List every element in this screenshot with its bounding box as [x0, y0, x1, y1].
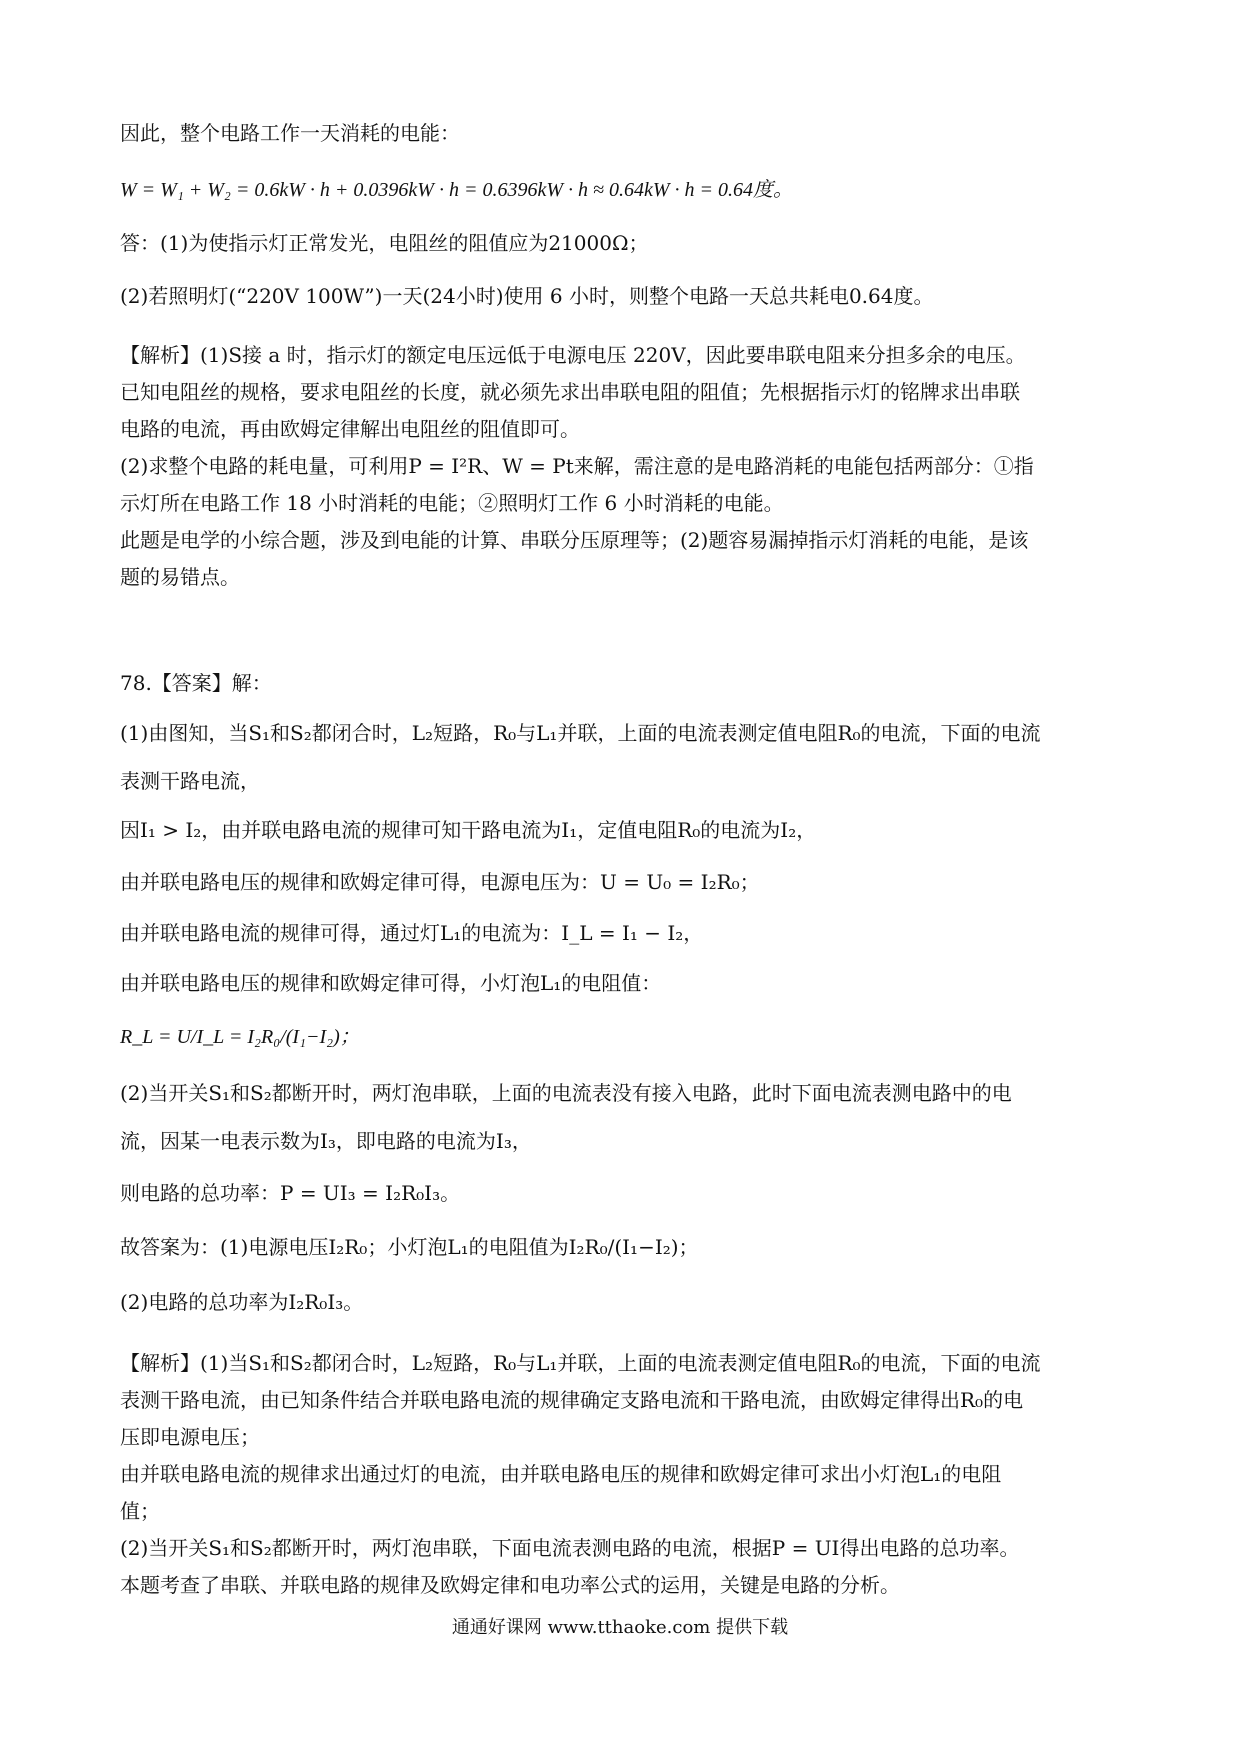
- formula-line: R_L = U/I_L = I₂R₀/(I₁−I₂)；: [120, 1026, 360, 1048]
- analysis-line: (2)求整个电路的耗电量，可利用P = I²R、W = Pt来解，需注意的是电路消耗的电能包括两部分：①指: [120, 454, 1034, 478]
- text-line: 则电路的总功率：P = UI₃ = I₂R₀I₃。: [120, 1181, 461, 1205]
- text-line: (1)由图知，当S₁和S₂都闭合时，L₂短路，R₀与L₁并联，上面的电流表测定值电阻R₀的电流，下面的电流: [120, 721, 1041, 745]
- analysis-line: 本题考查了串联、并联电路的规律及欧姆定律和电功率公式的运用，关键是电路的分析。: [120, 1573, 900, 1597]
- text-line: 因I₁ > I₂，由并联电路电流的规律可知干路电流为I₁，定值电阻R₀的电流为I₂，: [120, 818, 817, 842]
- analysis-line: 此题是电学的小综合题，涉及到电能的计算、串联分压原理等；(2)题容易漏掉指示灯消耗的电能，是该: [120, 528, 1029, 552]
- text-line: 因此，整个电路工作一天消耗的电能：: [120, 121, 460, 145]
- question-heading: 78.【答案】解：: [120, 671, 272, 695]
- text-line: 故答案为：(1)电源电压I₂R₀；小灯泡L₁的电阻值为I₂R₀/(I₁−I₂)；: [120, 1235, 699, 1259]
- text-line: (2)当开关S₁和S₂都断开时，两灯泡串联，上面的电流表没有接入电路，此时下面电流表测电路中的电: [120, 1081, 1012, 1105]
- text-line: 表测干路电流，: [120, 769, 260, 793]
- text-line: 由并联电路电压的规律和欧姆定律可得，小灯泡L₁的电阻值：: [120, 971, 662, 995]
- text-line: 由并联电路电压的规律和欧姆定律可得，电源电压为：U = U₀ = I₂R₀；: [120, 870, 760, 894]
- analysis-line: 题的易错点。: [120, 565, 240, 589]
- answer-line: (2)若照明灯(“220V 100W”)一天(24小时)使用 6 小时，则整个电路一天总共耗电0.64度。: [120, 284, 934, 308]
- analysis-line: (2)当开关S₁和S₂都断开时，两灯泡串联，下面电流表测电路的电流，根据P = UI得出电路的总功率。: [120, 1536, 1020, 1560]
- analysis-line: 压即电源电压；: [120, 1425, 260, 1449]
- analysis-line: 已知电阻丝的规格，要求电阻丝的长度，就必须先求出串联电阻的阻值；先根据指示灯的铭牌求出串联: [120, 380, 1020, 404]
- page-footer: 通通好课网 www.tthaoke.com 提供下载: [451, 1617, 789, 1638]
- analysis-line: 值；: [120, 1499, 160, 1523]
- analysis-line: 由并联电路电流的规律求出通过灯的电流，由并联电路电压的规律和欧姆定律可求出小灯泡L₁的电阻: [120, 1462, 1002, 1486]
- analysis-line: 表测干路电流，由已知条件结合并联电路电流的规律确定支路电流和干路电流，由欧姆定律得出R₀的电: [120, 1388, 1024, 1412]
- equation-line: W = W₁ + W₂ = 0.6kW · h + 0.0396kW · h = 0.6396kW · h ≈ 0.64kW · h = 0.64度。: [120, 179, 793, 201]
- text-line: 流，因某一电表示数为I₃，即电路的电流为I₃，: [120, 1129, 532, 1153]
- text-line: (2)电路的总功率为I₂R₀I₃。: [120, 1290, 364, 1314]
- analysis-line: 【解析】(1)当S₁和S₂都闭合时，L₂短路，R₀与L₁并联，上面的电流表测定值电阻R₀的电流，下面的电流: [120, 1351, 1041, 1375]
- analysis-line: 电路的电流，再由欧姆定律解出电阻丝的阻值即可。: [120, 417, 580, 441]
- analysis-line: 【解析】(1)S接 a 时，指示灯的额定电压远低于电源电压 220V，因此要串联电阻来分担多余的电压。: [120, 343, 1026, 367]
- analysis-line: 示灯所在电路工作 18 小时消耗的电能；②照明灯工作 6 小时消耗的电能。: [120, 491, 784, 515]
- text-line: 由并联电路电流的规律可得，通过灯L₁的电流为：I_L = I₁ − I₂，: [120, 921, 704, 945]
- answer-line: 答：(1)为使指示灯正常发光，电阻丝的阻值应为21000Ω；: [120, 231, 649, 255]
